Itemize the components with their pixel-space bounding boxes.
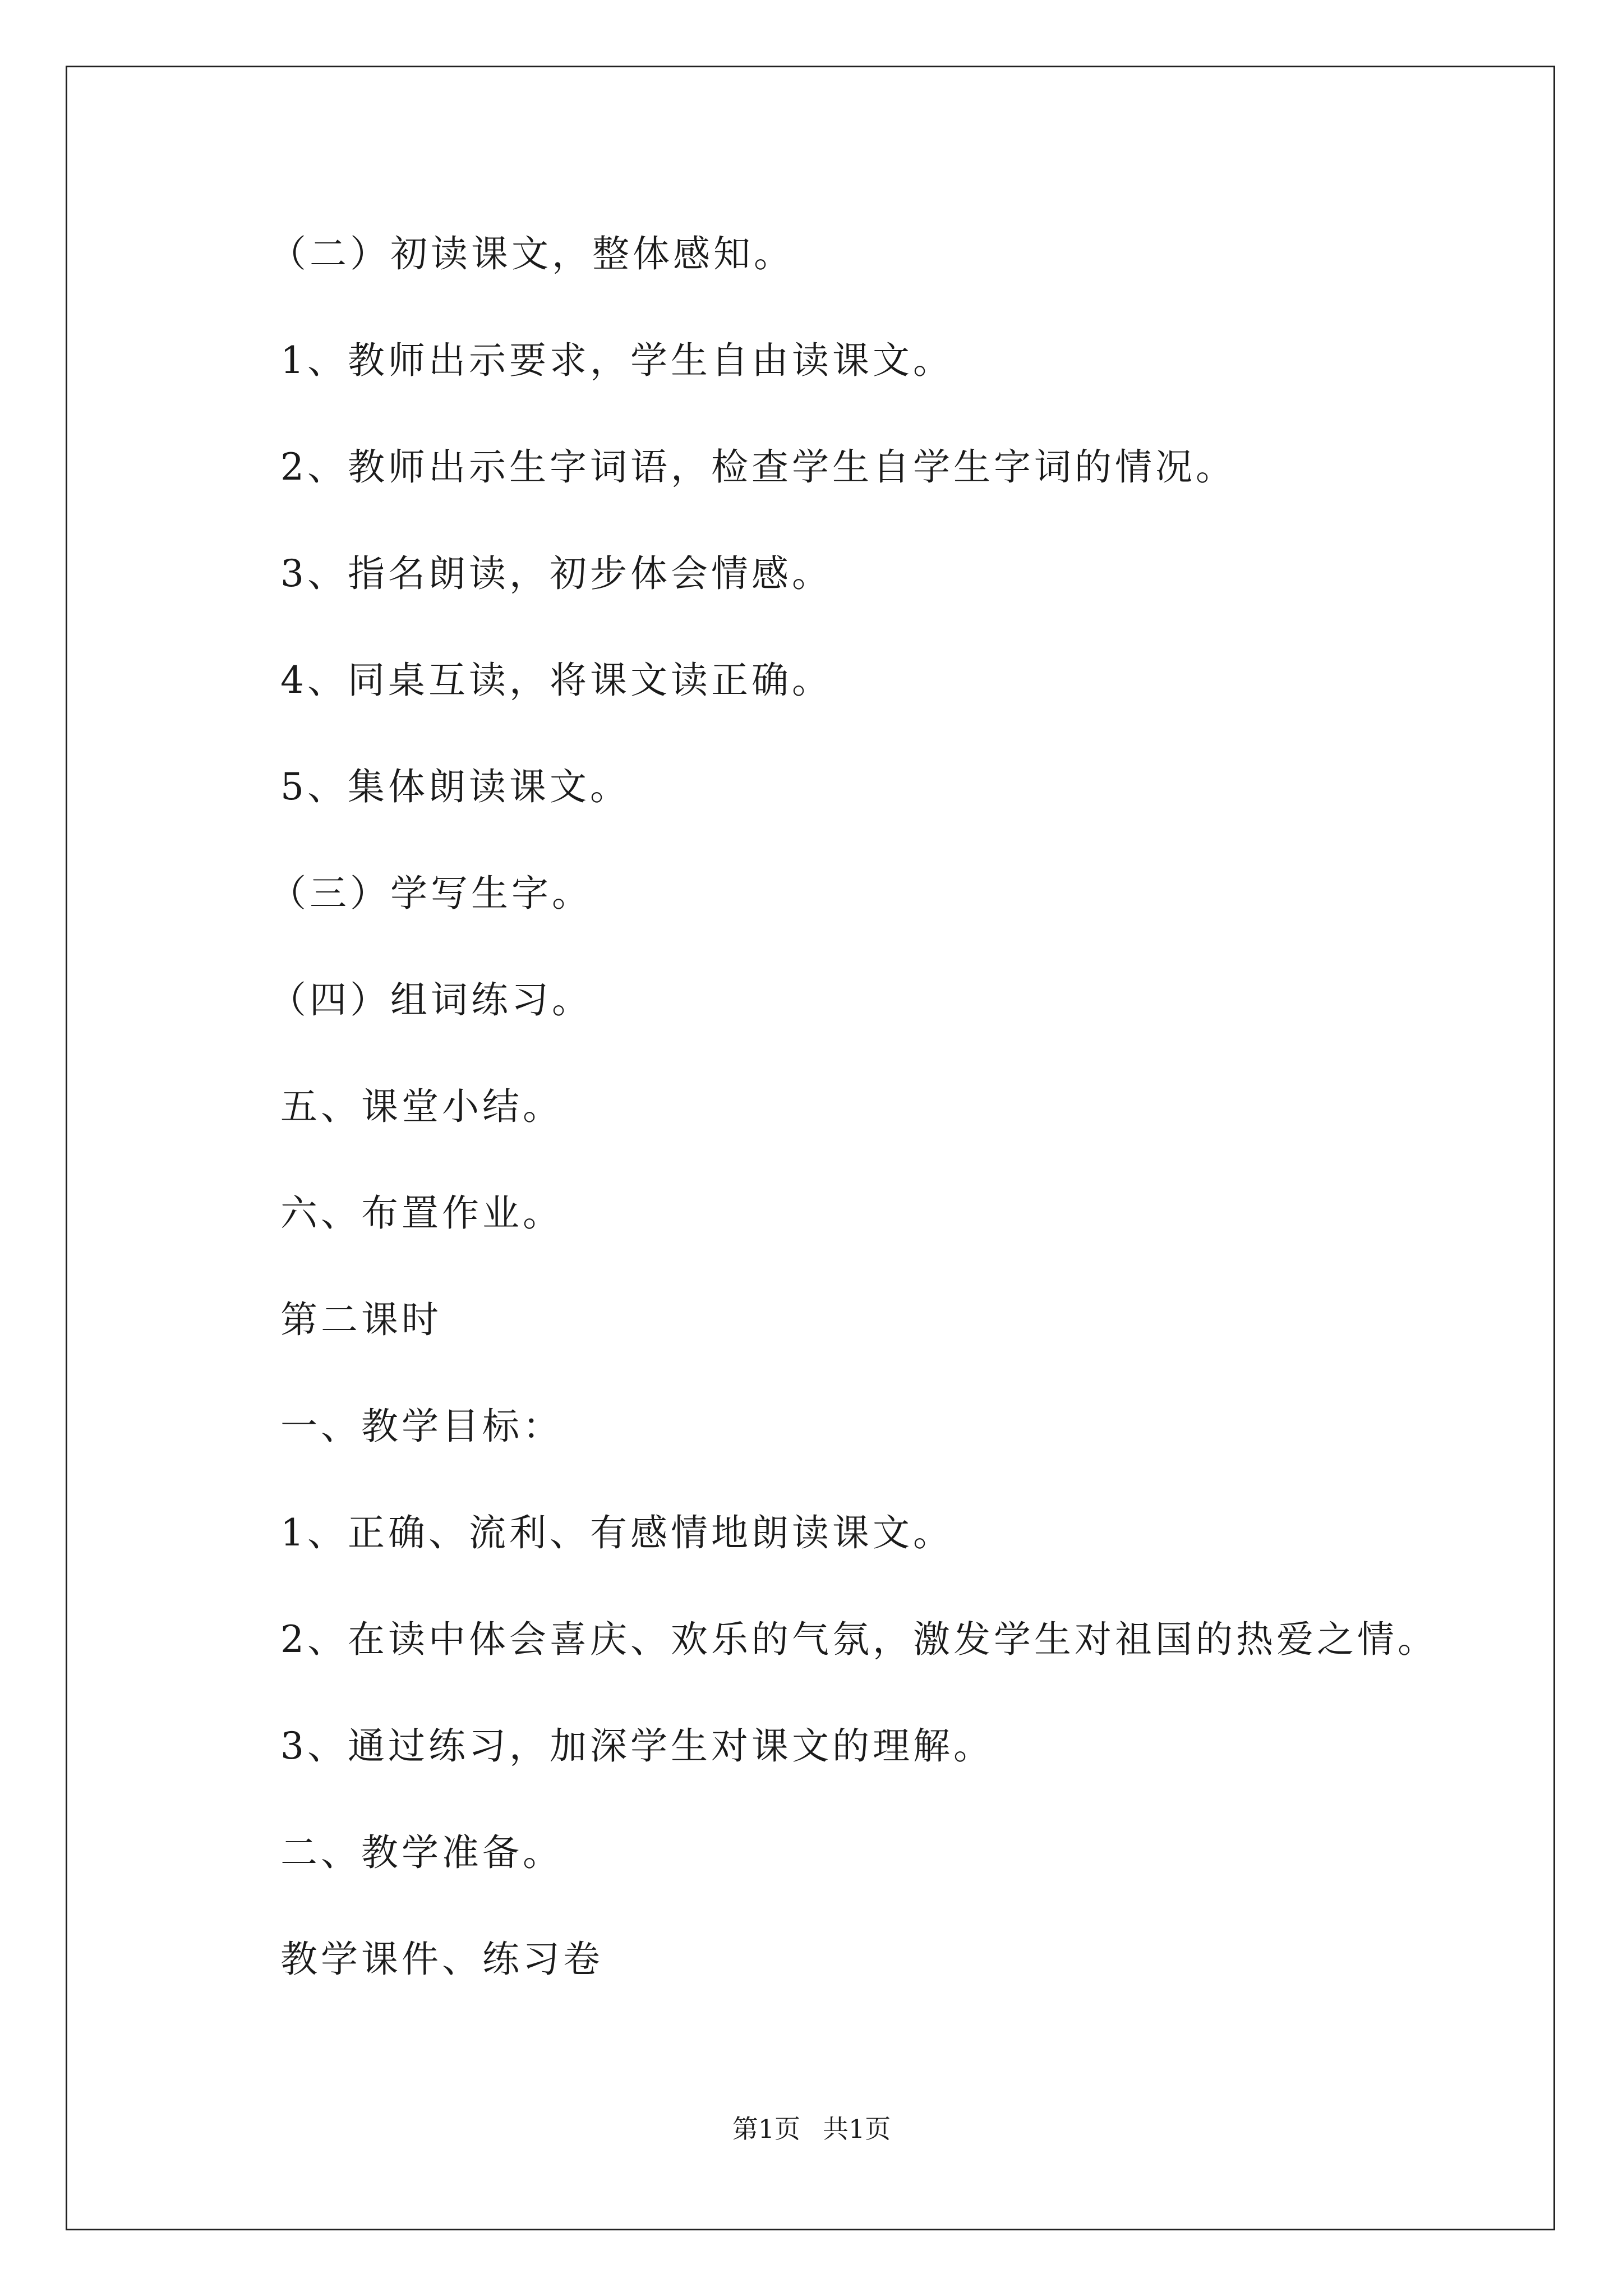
lesson-title: 第二课时	[280, 1298, 442, 1341]
section-heading-4: （四）组词练习。	[269, 978, 592, 1022]
page-total: 共1页	[823, 2114, 891, 2144]
section-heading-5: 五、课堂小结。	[280, 1085, 563, 1128]
list-item: 5、集体朗读课文。	[280, 765, 630, 808]
page-number: 第1页	[732, 2114, 800, 2144]
list-item: 1、教师出示要求，学生自由读课文。	[280, 339, 953, 382]
section-heading-3: （三）学写生字。	[269, 872, 592, 915]
list-item: 2、教师出示生字词语，检查学生自学生字词的情况。	[280, 445, 1236, 489]
page-footer	[0, 2112, 1623, 2146]
section-heading-6: 六、布置作业。	[280, 1191, 563, 1235]
section-heading-2: （二）初读课文，整体感知。	[269, 232, 794, 275]
section-heading-preparation: 二、教学准备。	[280, 1831, 563, 1874]
list-item: 2、在读中体会喜庆、欢乐的气氛，激发学生对祖国的热爱之情。	[280, 1618, 1438, 1661]
list-item: 3、指名朗读，初步体会情感。	[280, 552, 832, 595]
list-item: 1、正确、流利、有感情地朗读课文。	[280, 1511, 953, 1554]
preparation-text: 教学课件、练习卷	[280, 1938, 603, 1981]
section-heading-objectives: 一、教学目标：	[280, 1405, 563, 1448]
list-item: 3、通过练习，加深学生对课文的理解。	[280, 1724, 994, 1768]
list-item: 4、同桌互读，将课文读正确。	[280, 659, 832, 702]
